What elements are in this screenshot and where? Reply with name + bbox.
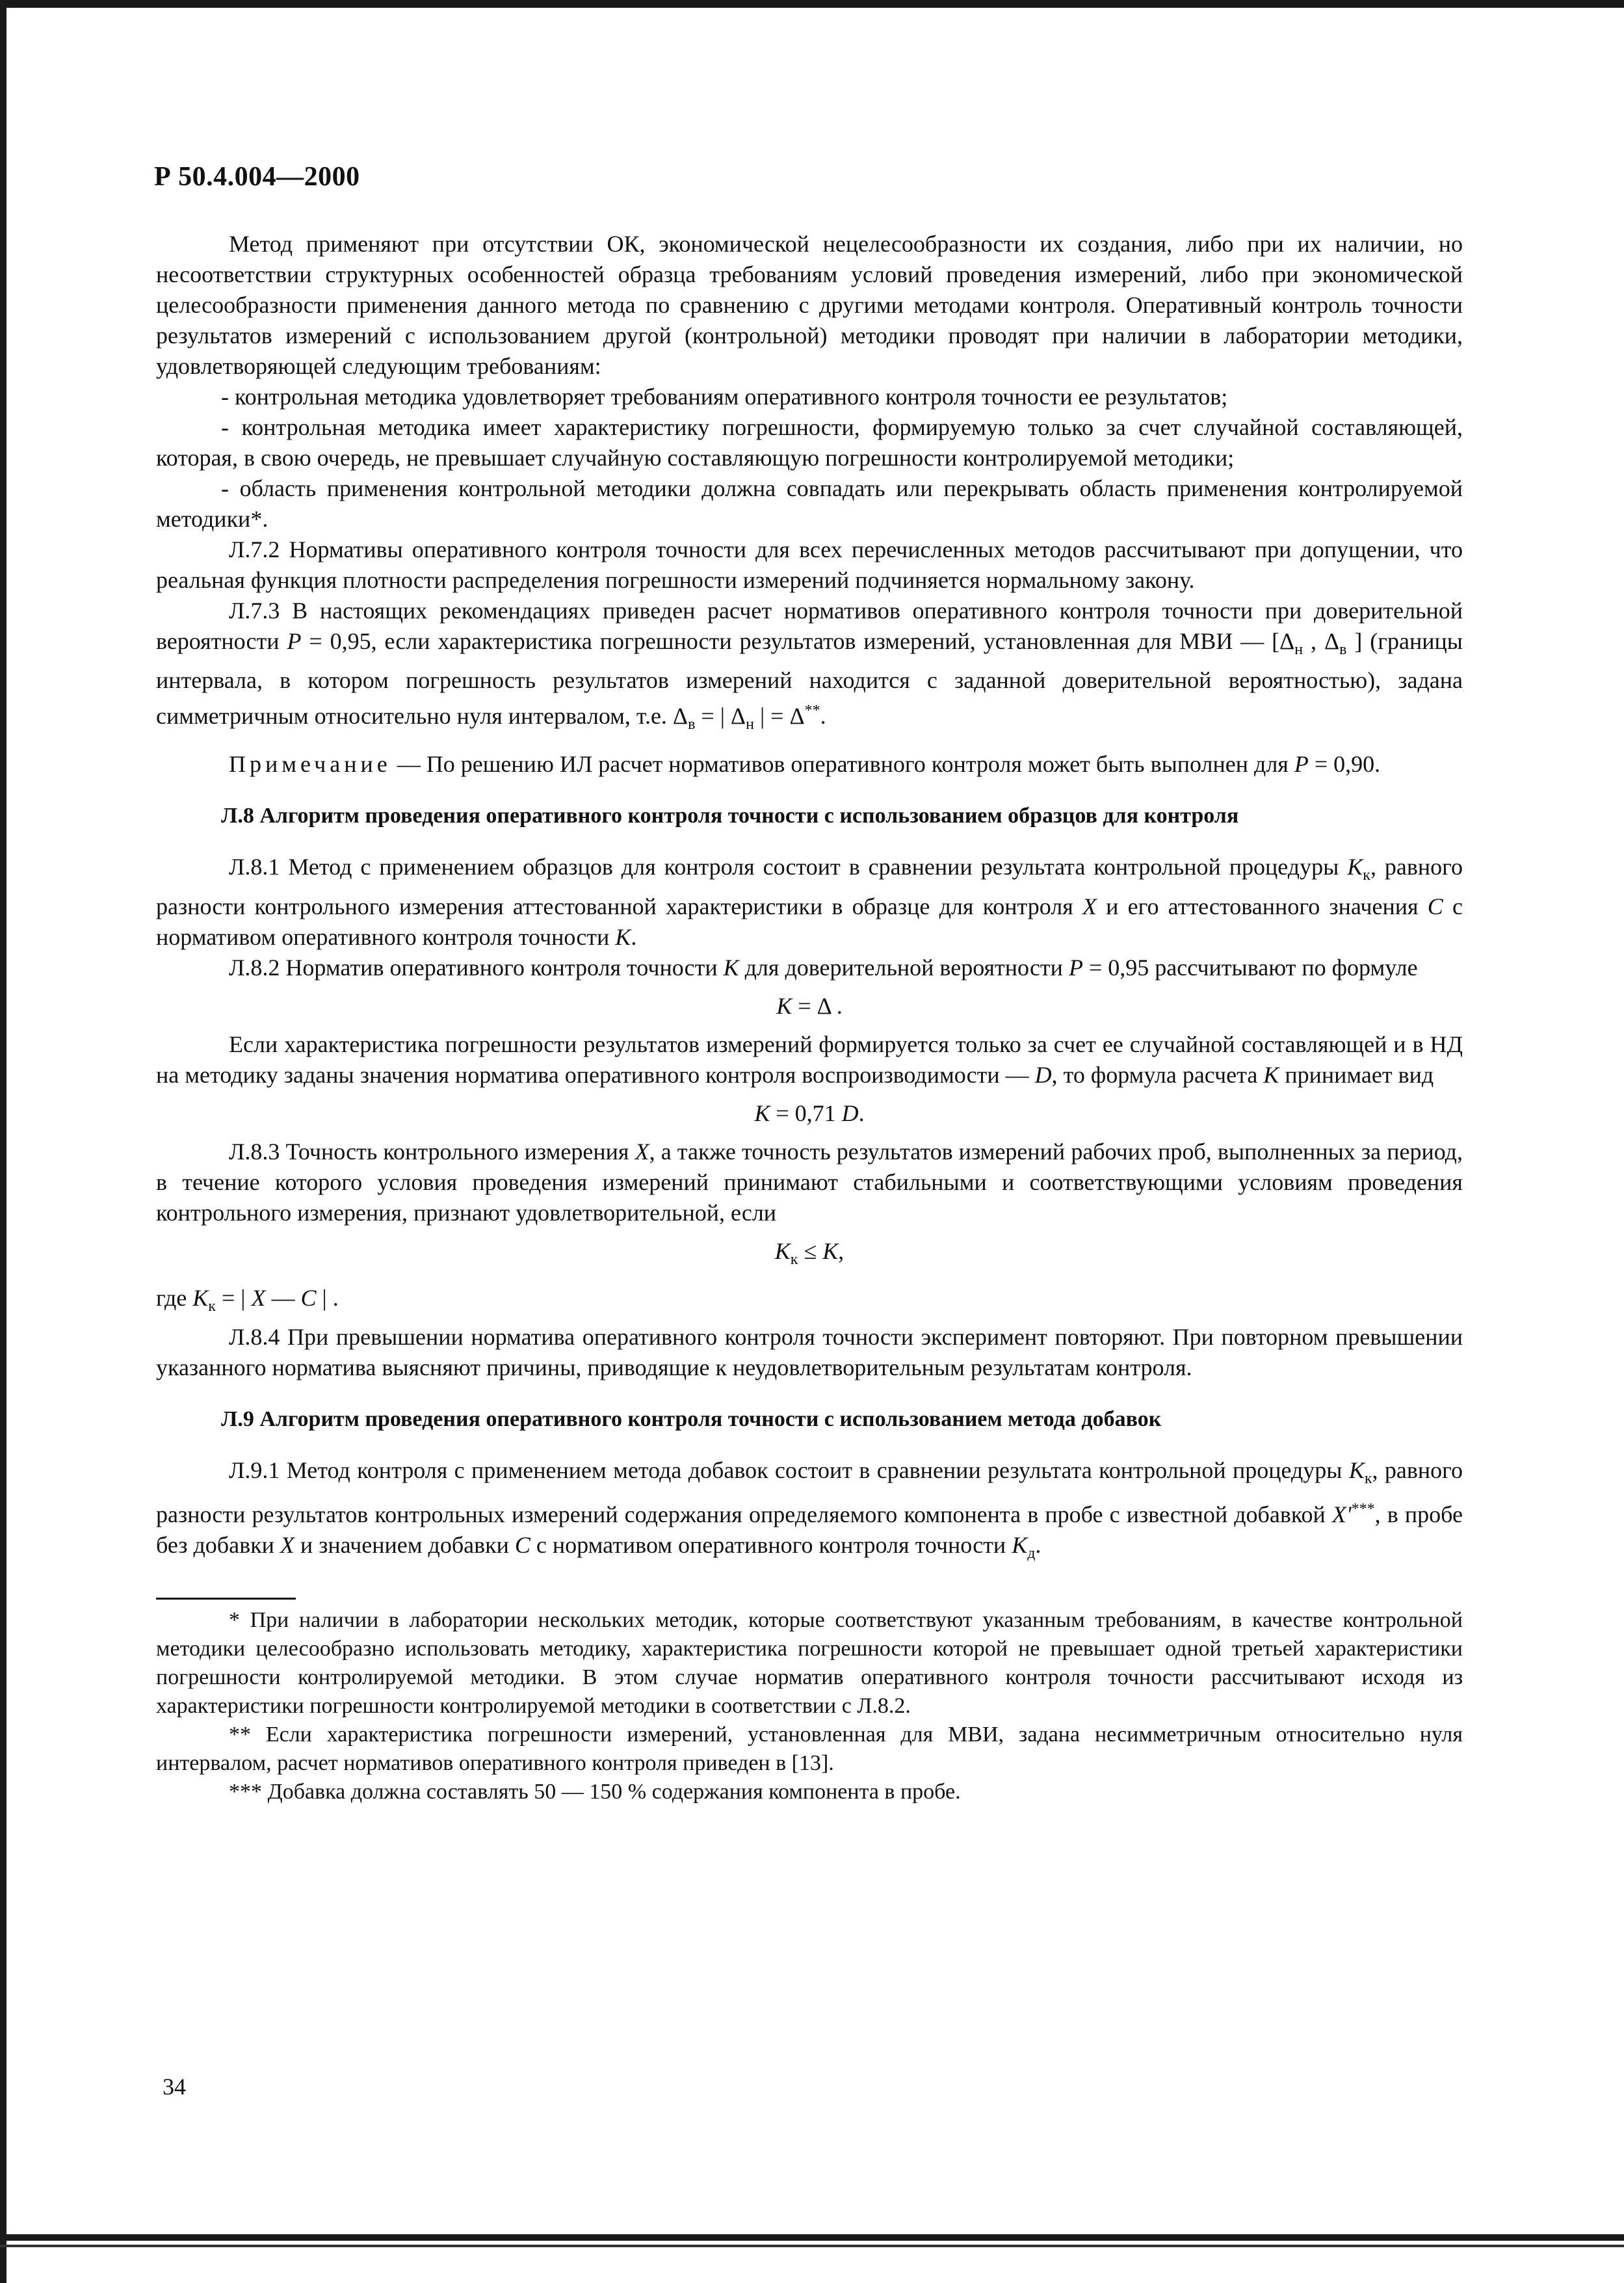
page-content: [156, 229, 1463, 1806]
formula-k-delta: K = Δ .: [776, 992, 843, 1019]
note-paragraph: Примечание — По решению ИЛ расчет нормативов оперативного контроля может быть выполнен для P = 0,90.: [229, 751, 1381, 778]
paragraph-l83: Л.8.3 Точность контрольного измерения X, а также точность результатов измерений рабочих проб, выполненных за период, в течение которого условия проведения измерений принимают стабильными и соответствующими условиям проведения контрольного измерения, признают удовлетворительной, если: [156, 1138, 1463, 1226]
document-code: Р 50.4.004—2000: [154, 162, 360, 192]
paragraph-l73: Л.7.3 В настоящих рекомендациях приведен расчет нормативов оперативного контроля точности при доверительной вероятности P = 0,95, если характеристика погрешности результатов измерений, установленная для МВИ — [$\Delta_н$ , $\Delta_в$ ] (границы интервала, в котором погрешность результатов измерений находится с заданной доверительной вероятностью), задана симметричным относительно нуля интервалом, т.е. $\Delta_в$ = | $\Delta_н$ | = Δ**.: [156, 598, 1463, 733]
paragraph-method: Метод применяют при отсутствии ОК, экономической нецелесообразности их создания, либо при их наличии, но несоответствии структурных особенностей образца требованиям условий проведения измерений, либо при экономической целесообразности применения данного метода по сравнению с другими методами контроля. Оперативный контроль точности результатов измерений с использованием другой (контрольной) методики проводят при наличии в лаборатории методики, удовлетворяющей следующим требованиям:: [156, 231, 1463, 379]
requirement-item-2: - контрольная методика имеет характеристику погрешности, формируемую только за счет случайной составляющей, которая, в свою очередь, не превышает случайную составляющую погрешности контролируемой методики;: [156, 414, 1463, 471]
requirement-item-1: - контрольная методика удовлетворяет требованиям оперативного контроля точности ее результатов;: [221, 384, 1228, 410]
scan-border-bottom: [0, 2234, 1624, 2241]
paragraph-l84: Л.8.4 При превышении норматива оперативного контроля точности эксперимент повторяют. При повторном превышении указанного норматива выясняют причины, приводящие к неудовлетворительным результатам контроля.: [156, 1323, 1463, 1380]
footnote-2: ** Если характеристика погрешности измерений, установленная для МВИ, задана несимметричным относительно нуля интервалом, расчет нормативов оперативного контроля приведен в [13].: [156, 1722, 1463, 1776]
scan-border-top: [0, 0, 1624, 8]
paragraph-l91: Л.9.1 Метод контроля с применением метода добавок состоит в сравнении результата контрольной процедуры $K_к$, равного разности результатов контрольных измерений содержания определяемого компонента в пробе с известной добавкой X'***, в пробе без добавки X и значением добавки C с нормативом оперативного контроля точности $K_д$.: [156, 1457, 1463, 1563]
note-label: Примечание: [229, 751, 391, 778]
section-heading-l9: Л.9 Алгоритм проведения оперативного контроля точности с использованием метода добавок: [221, 1406, 1162, 1431]
where-clause: где $K_к$ = | X — C | .: [156, 1284, 339, 1315]
paragraph-l72: Л.7.2 Нормативы оперативного контроля точности для всех перечисленных методов рассчитывают при допущении, что реальная функция плотности распределения погрешности измерений подчиняется нормальному закону.: [156, 536, 1463, 593]
footnote-separator: [156, 1598, 296, 1600]
footnote-3: *** Добавка должна составлять 50 — 150 % содержания компонента в пробе.: [229, 1780, 961, 1804]
section-heading-l8: Л.8 Алгоритм проведения оперативного контроля точности с использованием образцов для контроля: [221, 804, 1239, 828]
page-number: 34: [163, 2074, 186, 2100]
formula-kk-le-k: $K_к \le K$,: [774, 1237, 845, 1268]
paragraph-if-random: Если характеристика погрешности результатов измерений формируется только за счет ее случайной составляющей и в НД на методику заданы значения норматива оперативного контроля воспроизводимости — D, то формула расчета K принимает вид: [156, 1031, 1463, 1088]
requirement-item-3: - область применения контрольной методики должна совпадать или перекрывать область применения контролируемой методики*.: [156, 475, 1463, 532]
scan-border-left: [0, 0, 7, 2283]
scan-border-bottom-line: [0, 2245, 1624, 2247]
paragraph-l81: Л.8.1 Метод с применением образцов для контроля состоит в сравнении результата контрольной процедуры $K_к$, равного разности контрольного измерения аттестованной характеристики в образце для контроля X и его аттестованного значения C с нормативом оперативного контроля точности K.: [156, 854, 1463, 950]
footnote-1: * При наличии в лаборатории нескольких методик, которые соответствуют указанным требованиям, в качестве контрольной методики целесообразно использовать методику, характеристика погрешности которой не превышает одной третьей характеристики погрешности контролируемой методики. В этом случае норматив оперативного контроля точности рассчитывают исходя из характеристики погрешности контролируемой методики в соответствии с Л.8.2.: [156, 1608, 1463, 1719]
paragraph-l82: Л.8.2 Норматив оперативного контроля точности K для доверительной вероятности P = 0,95 рассчитывают по формуле: [229, 954, 1418, 981]
formula-k-071d: K = 0,71 D.: [754, 1100, 865, 1126]
